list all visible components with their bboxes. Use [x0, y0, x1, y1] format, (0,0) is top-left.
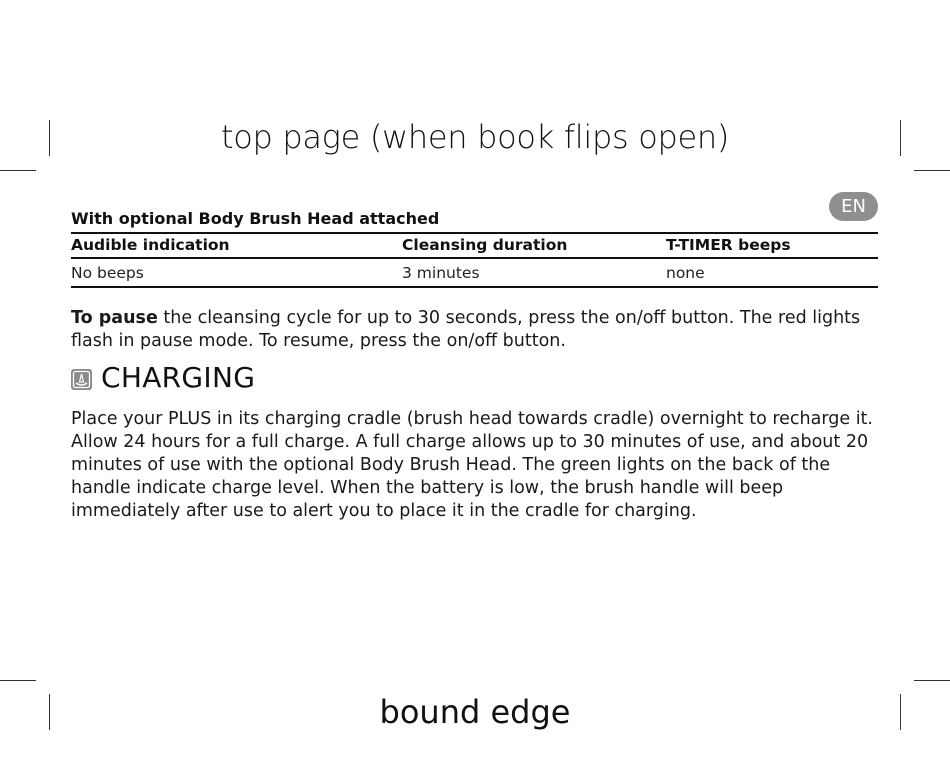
table-cell: 3 minutes [402, 264, 480, 282]
crop-mark-top-left-horizontal [0, 170, 36, 171]
charging-heading: CHARGING [101, 361, 256, 394]
table-header-cell: Cleansing duration [402, 236, 568, 254]
top-caption: top page (when book flips open) [220, 118, 730, 156]
charging-cradle-icon [71, 369, 92, 390]
crop-mark-top-right-horizontal [914, 170, 950, 171]
language-badge: EN [829, 192, 878, 221]
table-title: With optional Body Brush Head attached [71, 209, 440, 228]
pause-paragraph-text: the cleansing cycle for up to 30 seconds, press the on/off button. The red lights flash in pause mode. To resume, press the on/off button. [71, 308, 861, 351]
table-header-cell: T-TIMER beeps [666, 236, 791, 254]
table-header-cell: Audible indication [71, 236, 230, 254]
crop-mark-bottom-right-horizontal [914, 680, 950, 681]
table-bottom-rule [71, 286, 878, 288]
table-header-rule [71, 257, 878, 259]
pause-paragraph [71, 307, 886, 353]
table-top-rule [71, 232, 878, 234]
charging-paragraph: Place your PLUS in its charging cradle (brush head towards cradle) overnight to recharge it. Allow 24 hours for a full charge. A full charge allows up to 30 minutes of use, and about 20 minutes of use with the optional Body Brush Head. The green lights on the back of the handle indicate charge level. When the battery is low, the brush handle will beep immediately after use to alert you to place it in the cradle for charging. [71, 409, 873, 521]
bottom-caption: bound edge [379, 693, 571, 731]
table-cell: none [666, 264, 705, 282]
pause-paragraph-lead: To pause [71, 308, 158, 328]
crop-mark-bottom-left-horizontal [0, 680, 36, 681]
table-cell: No beeps [71, 264, 144, 282]
